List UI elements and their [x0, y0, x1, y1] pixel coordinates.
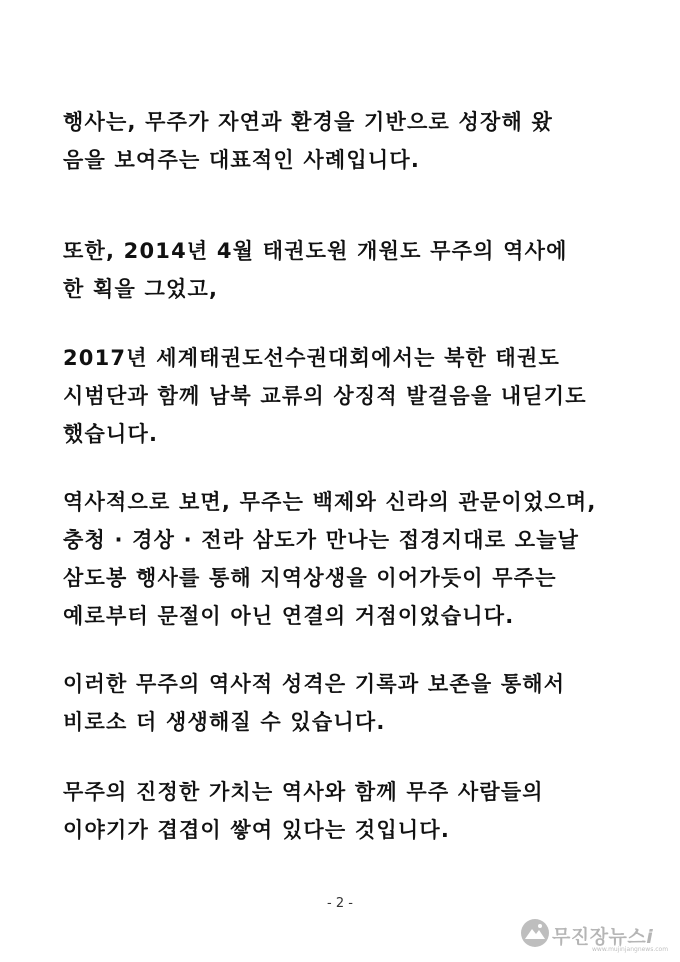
paragraph-line: 충청 · 경상 · 전라 삼도가 만나는 접경지대로 오늘날 [63, 528, 580, 552]
paragraph-1 [63, 103, 623, 179]
watermark-logo [520, 914, 670, 956]
paragraph-line: 이러한 무주의 역사적 성격은 기록과 보존을 통해서 [63, 672, 566, 696]
watermark-name [552, 922, 653, 949]
paragraph-line: 삼도봉 행사를 통해 지역상생을 이어가듯이 무주는 [63, 566, 557, 590]
page-number: - 2 - [327, 896, 353, 911]
paragraph-4 [63, 483, 623, 635]
watermark-name-text: 무진장뉴스 [552, 926, 647, 948]
paragraph-line: 행사는, 무주가 자연과 환경을 기반으로 성장해 왔 [63, 110, 553, 134]
paragraph-5 [63, 665, 623, 741]
paragraph-line: 한 획을 그었고, [63, 277, 219, 301]
mountain-seal-icon [520, 918, 550, 948]
paragraph-line: 시범단과 함께 남북 교류의 상징적 발걸음을 내딛기도 [63, 384, 587, 408]
paragraph-6 [63, 773, 623, 849]
paragraph-2 [63, 232, 623, 308]
paragraph-line: 했습니다. [63, 422, 159, 446]
paragraph-line: 비로소 더 생생해질 수 있습니다. [63, 710, 386, 734]
paragraph-line: 무주의 진정한 가치는 역사와 함께 무주 사람들의 [63, 780, 544, 804]
paragraph-line: 이야기가 겹겹이 쌓여 있다는 것입니다. [63, 818, 450, 842]
watermark-mark: i [646, 926, 654, 948]
paragraph-3 [63, 339, 623, 453]
paragraph-line: 역사적으로 보면, 무주는 백제와 신라의 관문이었으며, [63, 490, 597, 514]
paragraph-line: 2017년 세계태권도선수권대회에서는 북한 태권도 [63, 346, 561, 370]
paragraph-line: 또한, 2014년 4월 태권도원 개원도 무주의 역사에 [63, 239, 568, 263]
watermark-url: www.mujinjangnews.com [592, 946, 669, 953]
paragraph-line: 음을 보여주는 대표적인 사례입니다. [63, 148, 420, 172]
paragraph-line: 예로부터 문절이 아닌 연결의 거점이었습니다. [63, 604, 515, 628]
